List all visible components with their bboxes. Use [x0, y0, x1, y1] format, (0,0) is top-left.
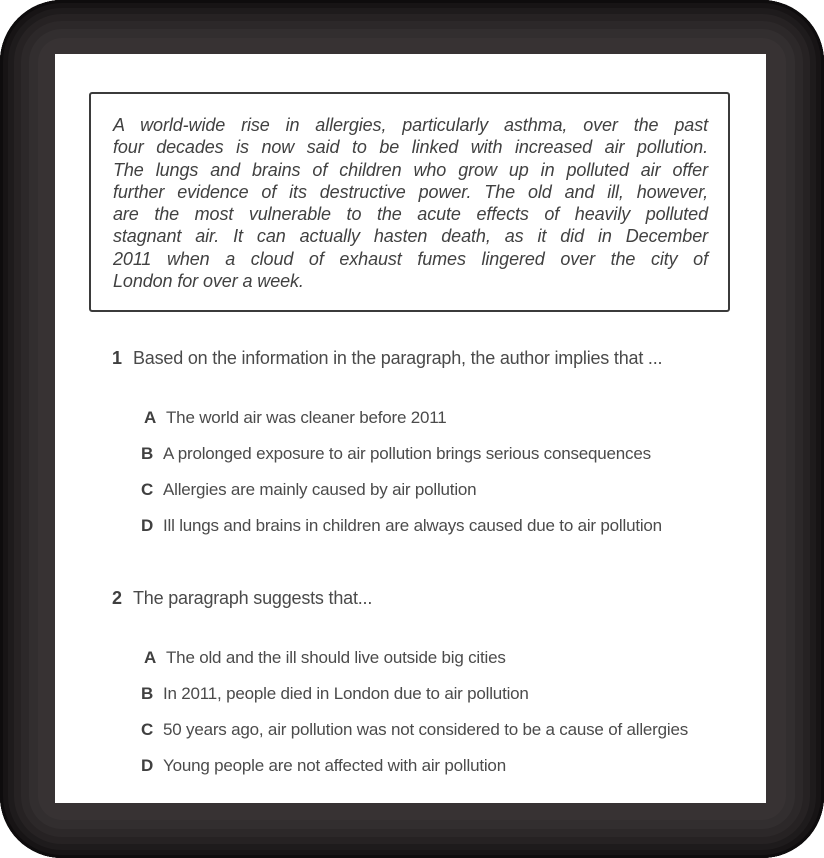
passage-line: The lungs and brains of children who grow up in polluted air offer: [113, 159, 708, 180]
option-2-b-text: In 2011, people died in London due to air pollution: [163, 684, 529, 703]
question-2-text: The paragraph suggests that...: [133, 588, 373, 608]
question-2-number: 2: [112, 588, 122, 608]
question-1: [112, 345, 662, 371]
question-1-text: Based on the information in the paragraph, the author implies that ...: [133, 348, 663, 368]
option-1-a-letter: A: [144, 408, 157, 427]
option-2-d-letter: D: [141, 756, 154, 775]
passage-line: 2011 when a cloud of exhaust fumes lingered over the city of: [113, 248, 708, 269]
option-2-b-letter: B: [141, 684, 154, 703]
option-1-c-text: Allergies are mainly caused by air pollution: [163, 480, 477, 499]
passage-line: four decades is now said to be linked with increased air pollution.: [113, 137, 708, 158]
option-2-a-letter: A: [144, 648, 157, 667]
passage-box: [89, 92, 730, 312]
option-2-c[interactable]: [141, 718, 688, 742]
passage-line: further evidence of its destructive power. The old and ill, however,: [113, 181, 708, 202]
option-2-a-text: The old and the ill should live outside big cities: [166, 648, 506, 667]
option-1-c-letter: C: [141, 480, 154, 499]
passage-line: London for over a week.: [113, 271, 304, 292]
option-1-a-text: The world air was cleaner before 2011: [166, 408, 447, 427]
passage-line: are the most vulnerable to the acute effects of heavily polluted: [113, 204, 708, 225]
option-2-a[interactable]: [144, 646, 506, 670]
question-1-number: 1: [112, 348, 122, 368]
question-2: [112, 585, 372, 611]
option-2-b[interactable]: [141, 682, 529, 706]
option-2-c-letter: C: [141, 720, 154, 739]
option-2-c-text: 50 years ago, air pollution was not considered to be a cause of allergies: [163, 720, 689, 739]
option-2-d[interactable]: [141, 754, 506, 778]
option-1-b-letter: B: [141, 444, 154, 463]
passage-line: stagnant air. It can actually hasten death, as it did in December: [113, 226, 708, 247]
passage-line: A world-wide rise in allergies, particularly asthma, over the past: [113, 115, 708, 135]
option-2-d-text: Young people are not affected with air pollution: [163, 756, 506, 775]
worksheet-page: [55, 54, 766, 803]
option-1-c[interactable]: [141, 478, 476, 502]
option-1-b[interactable]: [141, 442, 651, 466]
option-1-b-text: A prolonged exposure to air pollution brings serious consequences: [163, 444, 651, 463]
option-1-d-text: Ill lungs and brains in children are always caused due to air pollution: [163, 516, 662, 535]
option-1-d[interactable]: [141, 514, 662, 538]
option-1-d-letter: D: [141, 516, 154, 535]
option-1-a[interactable]: [144, 406, 447, 430]
